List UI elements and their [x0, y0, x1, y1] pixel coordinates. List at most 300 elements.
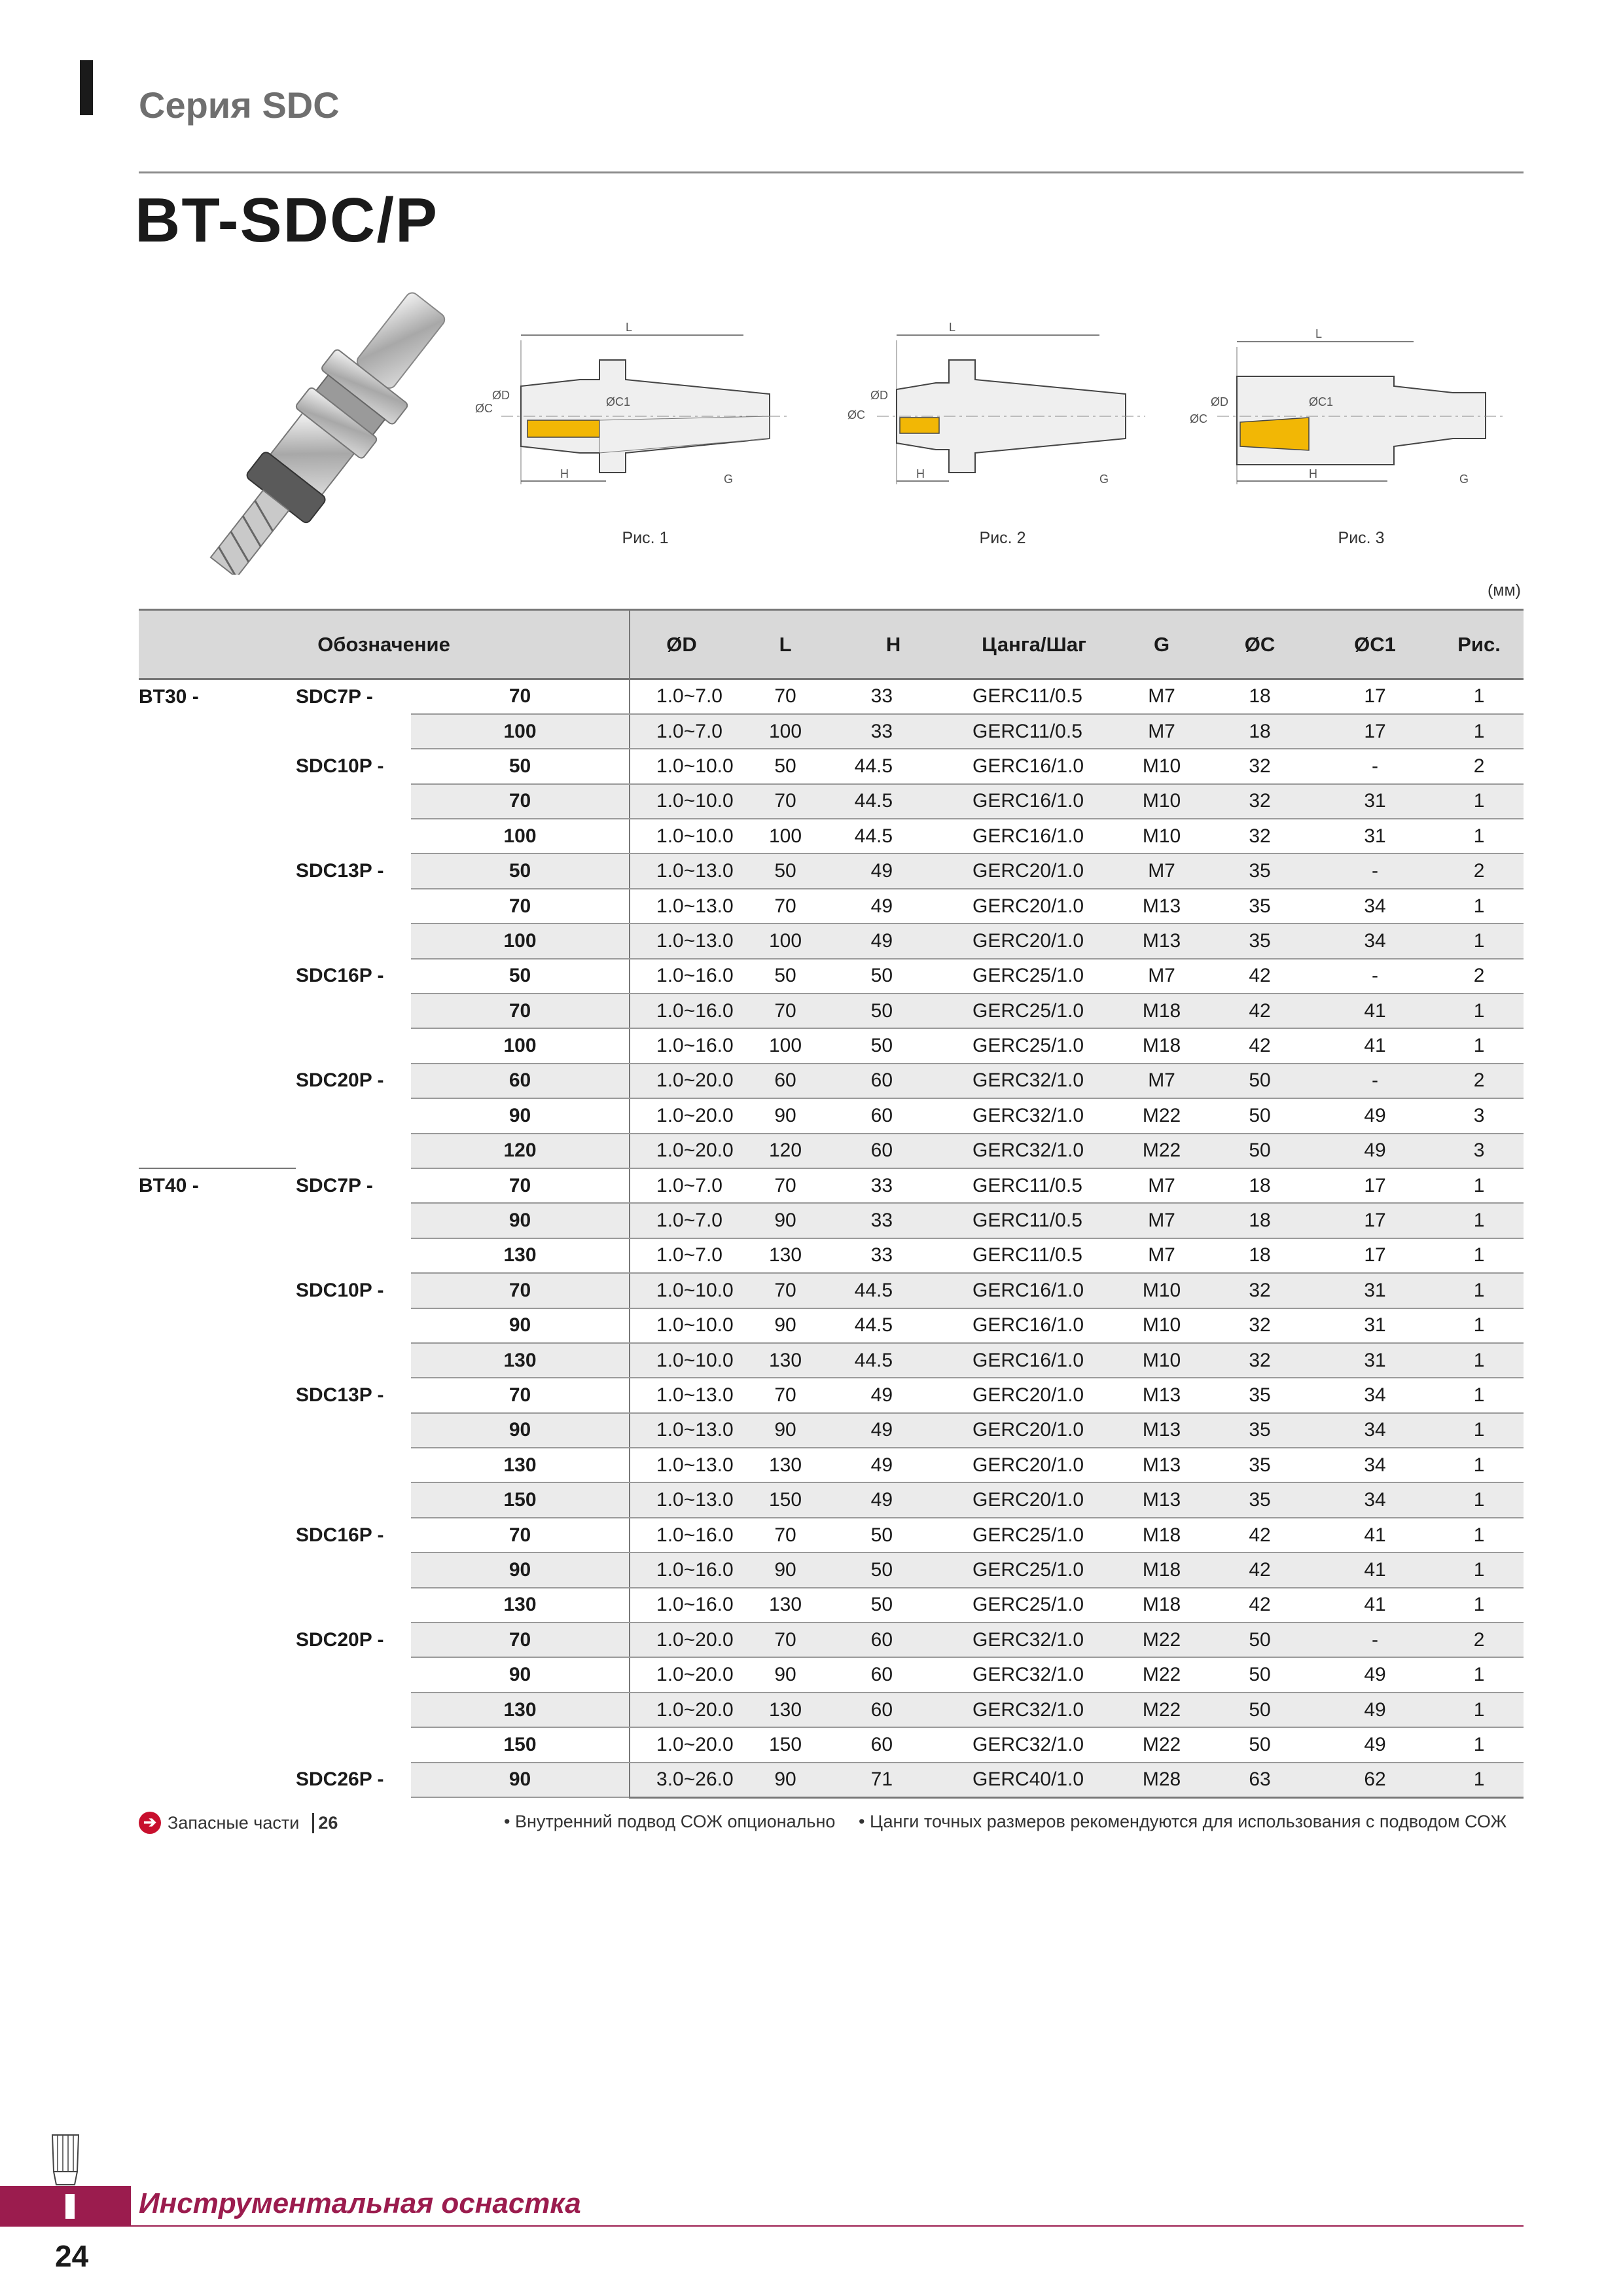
- collet-value: GERC20/1.0: [949, 1413, 1119, 1448]
- svg-text:ØD: ØD: [1211, 395, 1228, 408]
- oc-value: 32: [1204, 784, 1315, 819]
- g-value: M18: [1119, 1588, 1204, 1623]
- svg-text:G: G: [1459, 473, 1469, 486]
- series-code: [296, 924, 411, 958]
- series-code: [296, 1727, 411, 1762]
- h-value: 33: [838, 714, 949, 749]
- series-code: SDC13P -: [296, 1384, 384, 1406]
- length-code: 150: [411, 1727, 630, 1762]
- spec-table: [139, 609, 1524, 1799]
- fig-value: 1: [1435, 1343, 1524, 1378]
- table-row: [139, 853, 1524, 888]
- oc1-value: 34: [1315, 1448, 1435, 1482]
- oc-value: 42: [1204, 959, 1315, 994]
- fig-value: 2: [1435, 1064, 1524, 1098]
- oc-value: 42: [1204, 1552, 1315, 1587]
- collet-value: GERC16/1.0: [949, 819, 1119, 853]
- footnote-coolant: • Внутренний подвод СОЖ опционально: [504, 1812, 836, 1831]
- collet-value: GERC20/1.0: [949, 1378, 1119, 1412]
- od-value: 3.0~26.0: [630, 1763, 733, 1797]
- svg-text:G: G: [1099, 473, 1109, 486]
- collet-icon: [48, 2132, 82, 2187]
- header-collet: Цанга/Шаг: [949, 610, 1119, 679]
- holder-group: [139, 959, 296, 994]
- l-value: 90: [733, 1203, 838, 1238]
- collet-value: GERC25/1.0: [949, 1552, 1119, 1587]
- collet-value: GERC32/1.0: [949, 1693, 1119, 1727]
- holder-group: [139, 1413, 296, 1448]
- h-value: 50: [838, 994, 949, 1028]
- table-row: [139, 1028, 1524, 1063]
- header-oc1: ØC1: [1315, 610, 1435, 679]
- h-value: 33: [838, 1238, 949, 1273]
- h-value: 50: [838, 1518, 949, 1552]
- g-value: M22: [1119, 1134, 1204, 1168]
- l-value: 70: [733, 1518, 838, 1552]
- series-code: [296, 1203, 411, 1238]
- g-value: M18: [1119, 1552, 1204, 1587]
- od-value: 1.0~7.0: [630, 679, 733, 714]
- oc1-value: 41: [1315, 1552, 1435, 1587]
- od-value: 1.0~13.0: [630, 1413, 733, 1448]
- h-value: 49: [838, 889, 949, 924]
- svg-text:L: L: [626, 321, 633, 334]
- fig-value: 1: [1435, 679, 1524, 714]
- holder-group: [139, 1482, 296, 1517]
- collet-value: GERC11/0.5: [949, 714, 1119, 749]
- table-row: [139, 1727, 1524, 1762]
- h-value: 60: [838, 1623, 949, 1657]
- h-value: 49: [838, 853, 949, 888]
- g-value: M13: [1119, 1378, 1204, 1412]
- oc1-value: 31: [1315, 1308, 1435, 1343]
- technical-drawing-fig-2: [818, 308, 1158, 504]
- fig-value: 1: [1435, 994, 1524, 1028]
- oc-value: 50: [1204, 1727, 1315, 1762]
- collet-value: GERC20/1.0: [949, 1482, 1119, 1517]
- l-value: 100: [733, 924, 838, 958]
- collet-value: GERC25/1.0: [949, 1518, 1119, 1552]
- g-value: M7: [1119, 959, 1204, 994]
- series-code: [296, 994, 411, 1028]
- length-code: 100: [411, 819, 630, 853]
- series-code: [296, 1693, 411, 1727]
- table-row: [139, 1273, 1524, 1308]
- table-row: [139, 1098, 1524, 1133]
- oc1-value: 31: [1315, 819, 1435, 853]
- length-code: 130: [411, 1448, 630, 1482]
- h-value: 33: [838, 1203, 949, 1238]
- table-row: [139, 1657, 1524, 1692]
- series-code: [296, 1552, 411, 1587]
- oc1-value: 17: [1315, 1203, 1435, 1238]
- h-value: 44.5: [838, 1308, 949, 1343]
- length-code: 130: [411, 1343, 630, 1378]
- collet-value: GERC25/1.0: [949, 1028, 1119, 1063]
- l-value: 70: [733, 784, 838, 819]
- table-row: [139, 889, 1524, 924]
- length-code: 50: [411, 853, 630, 888]
- g-value: M22: [1119, 1657, 1204, 1692]
- od-value: 1.0~16.0: [630, 1552, 733, 1587]
- oc1-value: 34: [1315, 1378, 1435, 1412]
- table-row: [139, 1518, 1524, 1552]
- oc1-value: 41: [1315, 1028, 1435, 1063]
- svg-text:H: H: [916, 467, 925, 480]
- l-value: 70: [733, 1623, 838, 1657]
- length-code: 70: [411, 1623, 630, 1657]
- l-value: 90: [733, 1098, 838, 1133]
- series-code: [296, 1482, 411, 1517]
- table-row: [139, 1588, 1524, 1623]
- series-code: [296, 1308, 411, 1343]
- collet-value: GERC20/1.0: [949, 853, 1119, 888]
- oc-value: 42: [1204, 1518, 1315, 1552]
- collet-value: GERC32/1.0: [949, 1623, 1119, 1657]
- spare-parts-link[interactable]: [139, 1812, 338, 1834]
- od-value: 1.0~10.0: [630, 819, 733, 853]
- oc1-value: 41: [1315, 994, 1435, 1028]
- oc1-value: 17: [1315, 714, 1435, 749]
- oc-value: 35: [1204, 1378, 1315, 1412]
- length-code: 50: [411, 749, 630, 783]
- fig-value: 1: [1435, 1727, 1524, 1762]
- l-value: 100: [733, 714, 838, 749]
- holder-group: [139, 1203, 296, 1238]
- l-value: 90: [733, 1552, 838, 1587]
- g-value: M7: [1119, 1203, 1204, 1238]
- page-title: BT-SDC/P: [135, 185, 439, 255]
- od-value: 1.0~10.0: [630, 1273, 733, 1308]
- table-row: [139, 1064, 1524, 1098]
- series-code: SDC10P -: [296, 755, 384, 777]
- holder-group: [139, 853, 296, 888]
- oc-value: 32: [1204, 1308, 1315, 1343]
- series-code: SDC20P -: [296, 1628, 384, 1651]
- holder-group: BT40 -: [139, 1168, 296, 1203]
- fig-value: 1: [1435, 1378, 1524, 1412]
- l-value: 50: [733, 853, 838, 888]
- fig-value: 1: [1435, 714, 1524, 749]
- h-value: 71: [838, 1763, 949, 1797]
- oc1-value: 49: [1315, 1134, 1435, 1168]
- holder-group: [139, 749, 296, 783]
- product-photo: [190, 274, 465, 575]
- h-value: 60: [838, 1693, 949, 1727]
- oc-value: 18: [1204, 1238, 1315, 1273]
- l-value: 90: [733, 1413, 838, 1448]
- table-header-row: [139, 610, 1524, 679]
- length-code: 90: [411, 1763, 630, 1797]
- holder-group: [139, 1273, 296, 1308]
- l-value: 130: [733, 1693, 838, 1727]
- oc-value: 18: [1204, 714, 1315, 749]
- od-value: 1.0~20.0: [630, 1064, 733, 1098]
- length-code: 90: [411, 1308, 630, 1343]
- l-value: 90: [733, 1308, 838, 1343]
- series-code: SDC20P -: [296, 1069, 384, 1092]
- h-value: 60: [838, 1098, 949, 1133]
- header-bar-mark: [80, 60, 93, 115]
- oc1-value: 49: [1315, 1657, 1435, 1692]
- holder-group: [139, 1623, 296, 1657]
- collet-value: GERC11/0.5: [949, 1238, 1119, 1273]
- fig-value: 2: [1435, 1623, 1524, 1657]
- length-code: 70: [411, 679, 630, 714]
- l-value: 50: [733, 959, 838, 994]
- oc-value: 18: [1204, 1168, 1315, 1203]
- figure-caption-1: Рис. 1: [622, 529, 669, 547]
- oc1-value: 41: [1315, 1588, 1435, 1623]
- length-code: 150: [411, 1482, 630, 1517]
- l-value: 90: [733, 1657, 838, 1692]
- g-value: M13: [1119, 924, 1204, 958]
- holder-group: [139, 1378, 296, 1412]
- fig-value: 1: [1435, 1203, 1524, 1238]
- od-value: 1.0~10.0: [630, 749, 733, 783]
- oc1-value: 34: [1315, 1413, 1435, 1448]
- oc1-value: 49: [1315, 1098, 1435, 1133]
- od-value: 1.0~13.0: [630, 889, 733, 924]
- svg-text:ØC: ØC: [475, 402, 493, 415]
- holder-group: [139, 1588, 296, 1623]
- page-number: 24: [55, 2239, 89, 2273]
- collet-value: GERC25/1.0: [949, 959, 1119, 994]
- od-value: 1.0~20.0: [630, 1657, 733, 1692]
- g-value: M7: [1119, 679, 1204, 714]
- h-value: 60: [838, 1064, 949, 1098]
- collet-value: GERC25/1.0: [949, 1588, 1119, 1623]
- table-row: [139, 819, 1524, 853]
- series-code: [296, 1343, 411, 1378]
- oc-value: 32: [1204, 1273, 1315, 1308]
- holder-group: [139, 1552, 296, 1587]
- g-value: M7: [1119, 1168, 1204, 1203]
- table-row: [139, 1308, 1524, 1343]
- header-h: H: [838, 610, 949, 679]
- g-value: M10: [1119, 1273, 1204, 1308]
- g-value: M10: [1119, 1343, 1204, 1378]
- table-row: [139, 1134, 1524, 1168]
- svg-text:ØD: ØD: [870, 389, 888, 402]
- fig-value: 1: [1435, 1763, 1524, 1797]
- holder-group: BT30 -: [139, 685, 199, 708]
- od-value: 1.0~7.0: [630, 1168, 733, 1203]
- oc-value: 32: [1204, 1343, 1315, 1378]
- collet-value: GERC11/0.5: [949, 679, 1119, 714]
- technical-drawing-fig-3: [1178, 308, 1518, 504]
- od-value: 1.0~20.0: [630, 1134, 733, 1168]
- holder-group: [139, 714, 296, 749]
- g-value: M13: [1119, 1448, 1204, 1482]
- oc1-value: 31: [1315, 1343, 1435, 1378]
- series-code: SDC26P -: [296, 1768, 384, 1791]
- series-code: [296, 1588, 411, 1623]
- od-value: 1.0~10.0: [630, 1343, 733, 1378]
- g-value: M13: [1119, 1482, 1204, 1517]
- h-value: 44.5: [838, 749, 949, 783]
- header-oc: ØC: [1204, 610, 1315, 679]
- length-code: 90: [411, 1657, 630, 1692]
- fig-value: 2: [1435, 749, 1524, 783]
- section-tab: [0, 2186, 131, 2227]
- fig-value: 1: [1435, 889, 1524, 924]
- fig-value: 1: [1435, 1693, 1524, 1727]
- h-value: 49: [838, 1378, 949, 1412]
- od-value: 1.0~16.0: [630, 1518, 733, 1552]
- h-value: 60: [838, 1727, 949, 1762]
- collet-value: GERC20/1.0: [949, 924, 1119, 958]
- oc1-value: 17: [1315, 679, 1435, 714]
- holder-group: [139, 1238, 296, 1273]
- od-value: 1.0~10.0: [630, 784, 733, 819]
- g-value: M28: [1119, 1763, 1204, 1797]
- g-value: M18: [1119, 994, 1204, 1028]
- oc-value: 50: [1204, 1098, 1315, 1133]
- oc1-value: -: [1315, 749, 1435, 783]
- oc1-value: -: [1315, 1064, 1435, 1098]
- length-code: 120: [411, 1134, 630, 1168]
- oc-value: 35: [1204, 924, 1315, 958]
- oc-value: 50: [1204, 1657, 1315, 1692]
- collet-value: GERC16/1.0: [949, 1308, 1119, 1343]
- oc1-value: 34: [1315, 924, 1435, 958]
- holder-group: [139, 1343, 296, 1378]
- fig-value: 1: [1435, 1028, 1524, 1063]
- series-code: SDC7P -: [296, 1174, 373, 1196]
- fig-value: 1: [1435, 819, 1524, 853]
- l-value: 70: [733, 889, 838, 924]
- h-value: 60: [838, 1657, 949, 1692]
- g-value: M13: [1119, 889, 1204, 924]
- l-value: 120: [733, 1134, 838, 1168]
- od-value: 1.0~20.0: [630, 1098, 733, 1133]
- oc1-value: 17: [1315, 1168, 1435, 1203]
- table-row: [139, 1343, 1524, 1378]
- od-value: 1.0~7.0: [630, 714, 733, 749]
- series-code: [296, 1098, 411, 1133]
- fig-value: 1: [1435, 784, 1524, 819]
- fig-value: 1: [1435, 1308, 1524, 1343]
- table-row: [139, 1168, 1524, 1203]
- l-value: 100: [733, 819, 838, 853]
- h-value: 44.5: [838, 1343, 949, 1378]
- l-value: 70: [733, 1168, 838, 1203]
- series-code: [296, 1134, 411, 1168]
- holder-group: [139, 1028, 296, 1063]
- oc1-value: 17: [1315, 1238, 1435, 1273]
- holder-group: [139, 1518, 296, 1552]
- oc1-value: 31: [1315, 1273, 1435, 1308]
- holder-group: [139, 1134, 296, 1168]
- oc1-value: -: [1315, 853, 1435, 888]
- length-code: 70: [411, 994, 630, 1028]
- holder-group: [139, 889, 296, 924]
- figure-caption-3: Рис. 3: [1338, 529, 1385, 547]
- table-row: [139, 1203, 1524, 1238]
- length-code: 90: [411, 1098, 630, 1133]
- svg-text:ØC1: ØC1: [1309, 395, 1334, 408]
- oc-value: 42: [1204, 994, 1315, 1028]
- od-value: 1.0~7.0: [630, 1238, 733, 1273]
- h-value: 50: [838, 1028, 949, 1063]
- series-code: SDC10P -: [296, 1279, 384, 1301]
- h-value: 33: [838, 1168, 949, 1203]
- g-value: M22: [1119, 1623, 1204, 1657]
- g-value: M18: [1119, 1028, 1204, 1063]
- oc-value: 50: [1204, 1693, 1315, 1727]
- collet-value: GERC32/1.0: [949, 1727, 1119, 1762]
- series-code: SDC7P -: [296, 685, 373, 708]
- table-row: [139, 994, 1524, 1028]
- table-row: [139, 1238, 1524, 1273]
- collet-value: GERC32/1.0: [949, 1098, 1119, 1133]
- holder-group: [139, 994, 296, 1028]
- table-row: [139, 749, 1524, 783]
- oc-value: 42: [1204, 1588, 1315, 1623]
- collet-value: GERC16/1.0: [949, 1273, 1119, 1308]
- h-value: 49: [838, 1482, 949, 1517]
- collet-value: GERC16/1.0: [949, 1343, 1119, 1378]
- length-code: 130: [411, 1588, 630, 1623]
- oc-value: 18: [1204, 1203, 1315, 1238]
- series-code: [296, 819, 411, 853]
- g-value: M10: [1119, 819, 1204, 853]
- od-value: 1.0~13.0: [630, 1482, 733, 1517]
- series-code: [296, 889, 411, 924]
- oc1-value: -: [1315, 959, 1435, 994]
- h-value: 50: [838, 1552, 949, 1587]
- table-row: [139, 1413, 1524, 1448]
- oc-value: 35: [1204, 853, 1315, 888]
- footer-divider: [131, 2225, 1524, 2227]
- oc-value: 50: [1204, 1134, 1315, 1168]
- series-code: SDC13P -: [296, 860, 384, 882]
- header-fig: Рис.: [1435, 610, 1524, 679]
- table-row: [139, 1693, 1524, 1727]
- table-row: [139, 679, 1524, 714]
- od-value: 1.0~13.0: [630, 924, 733, 958]
- length-code: 100: [411, 1028, 630, 1063]
- g-value: M22: [1119, 1727, 1204, 1762]
- table-row: [139, 784, 1524, 819]
- series-code: SDC16P -: [296, 1524, 384, 1546]
- holder-group: [139, 1727, 296, 1762]
- collet-value: GERC40/1.0: [949, 1763, 1119, 1797]
- g-value: M7: [1119, 1238, 1204, 1273]
- collet-value: GERC20/1.0: [949, 889, 1119, 924]
- od-value: 1.0~13.0: [630, 1448, 733, 1482]
- table-row: [139, 959, 1524, 994]
- collet-value: GERC16/1.0: [949, 749, 1119, 783]
- oc-value: 18: [1204, 679, 1315, 714]
- length-code: 60: [411, 1064, 630, 1098]
- l-value: 70: [733, 994, 838, 1028]
- svg-text:ØC1: ØC1: [606, 395, 631, 408]
- header-od: ØD: [630, 610, 733, 679]
- h-value: 49: [838, 924, 949, 958]
- length-code: 130: [411, 1238, 630, 1273]
- table-row: [139, 714, 1524, 749]
- fig-value: 1: [1435, 1413, 1524, 1448]
- g-value: M7: [1119, 853, 1204, 888]
- oc-value: 63: [1204, 1763, 1315, 1797]
- h-value: 50: [838, 1588, 949, 1623]
- fig-value: 1: [1435, 1238, 1524, 1273]
- series-code: [296, 784, 411, 819]
- collet-value: GERC20/1.0: [949, 1448, 1119, 1482]
- fig-value: 1: [1435, 1518, 1524, 1552]
